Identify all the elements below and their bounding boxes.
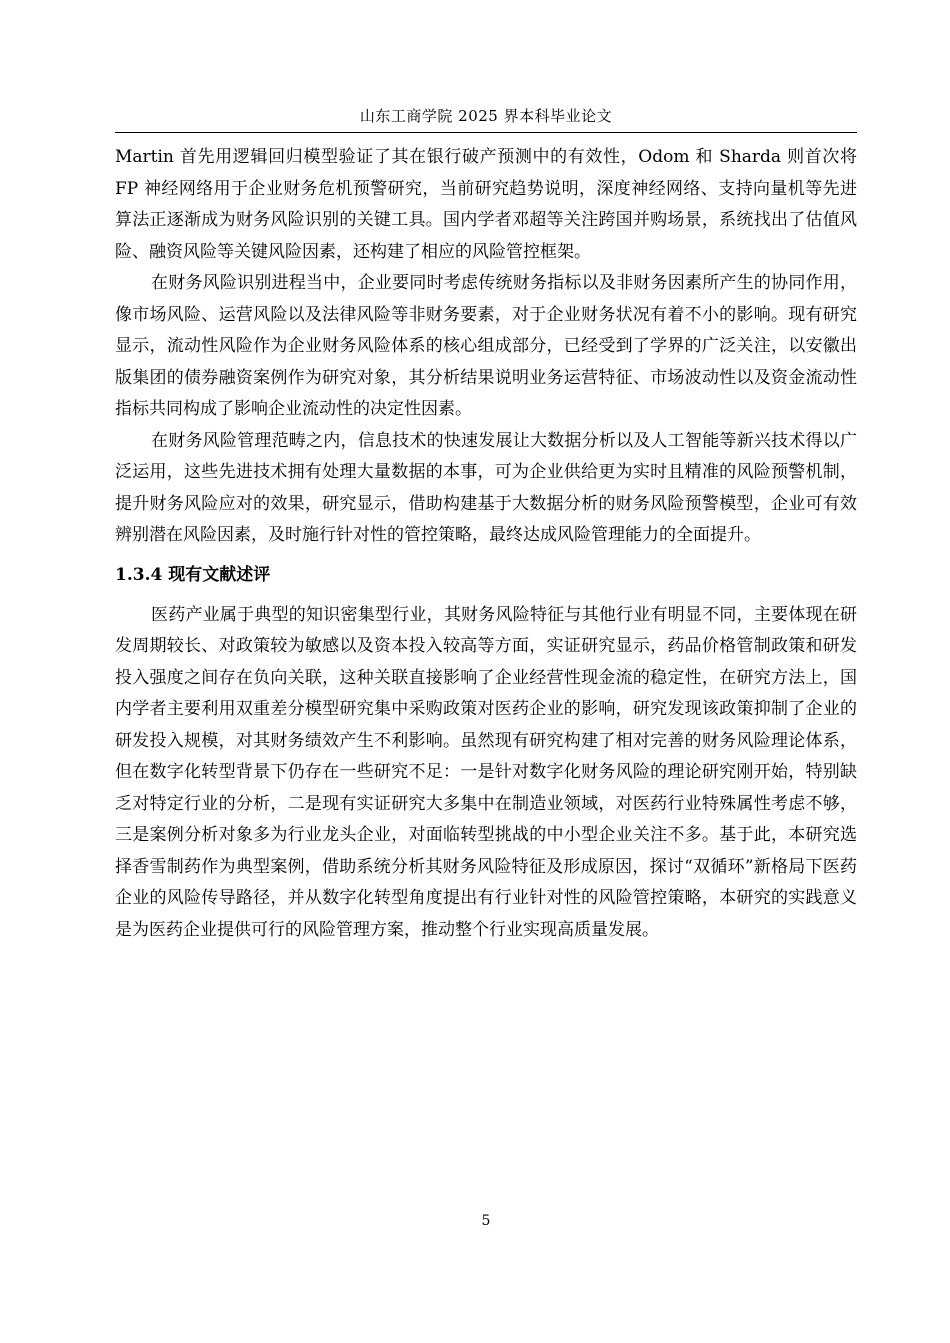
running-header: 山东工商学院 2025 界本科毕业论文 — [359, 107, 613, 125]
page-number: 5 — [481, 1213, 491, 1229]
paragraph-risk-identification: 在财务风险识别进程当中，企业要同时考虑传统财务指标以及非财务因素所产生的协同作用，像市场风险、运营风险以及法律风险等非财务要素，对于企业财务状况有着不小的影响。现有研究显示，流动性风险作为企业财务风险体系的核心组成部分，已经受到了学界的广泛关注，以安徽出版集团的债券融资案例作为研究对象，其分析结果说明业务运营特征、市场波动性以及资金流动性指标共同构成了影响企业流动性的决定性因素。 — [115, 273, 857, 419]
paragraph-continuation: Martin 首先用逻辑回归模型验证了其在银行破产预测中的有效性，Odom 和 Sharda 则首次将 FP 神经网络用于企业财务危机预警研究，当前研究趋势说明，深度神经网络、支持向量机等先进算法正逐渐成为财务风险识别的关键工具。国内学者邓超等关注跨国并购场景，系统找出了估值风险、融资风险等关键风险因素，还构建了相应的风险管控框架。 — [115, 147, 857, 262]
section-heading: 1.3.4 现有文献述评 — [115, 564, 271, 585]
paragraph-risk-management: 在财务风险管理范畴之内，信息技术的快速发展让大数据分析以及人工智能等新兴技术得以广泛运用，这些先进技术拥有处理大量数据的本事，可为企业供给更为实时且精准的风险预警机制，提升财务风险应对的效果，研究显示，借助构建基于大数据分析的财务风险预警模型，企业可有效辨别潜在风险因素，及时施行针对性的管控策略，最终达成风险管理能力的全面提升。 — [115, 430, 857, 545]
header-divider — [115, 132, 857, 133]
paragraph-literature-review: 医药产业属于典型的知识密集型行业，其财务风险特征与其他行业有明显不同，主要体现在研发周期较长、对政策较为敏感以及资本投入较高等方面，实证研究显示，药品价格管制政策和研发投入强度之间存在负向关联，这种关联直接影响了企业经营性现金流的稳定性，在研究方法上，国内学者主要利用双重差分模型研究集中采购政策对医药企业的影响，研究发现该政策抑制了企业的研发投入规模，对其财务绩效产生不利影响。虽然现有研究构建了相对完善的财务风险理论体系，但在数字化转型背景下仍存在一些研究不足：一是针对数字化财务风险的理论研究刚开始，特别缺乏对特定行业的分析，二是现有实证研究大多集中在制造业领域，对医药行业特殊属性考虑不够，三是案例分析对象多为行业龙头企业，对面临转型挑战的中小型企业关注不多。基于此，本研究选择香雪制药作为典型案例，借助系统分析其财务风险特征及形成原因，探讨“双循环”新格局下医药企业的风险传导路径，并从数字化转型角度提出有行业针对性的风险管控策略，本研究的实践意义是为医药企业提供可行的风险管理方案，推动整个行业实现高质量发展。 — [115, 604, 857, 940]
body-text — [115, 142, 857, 946]
